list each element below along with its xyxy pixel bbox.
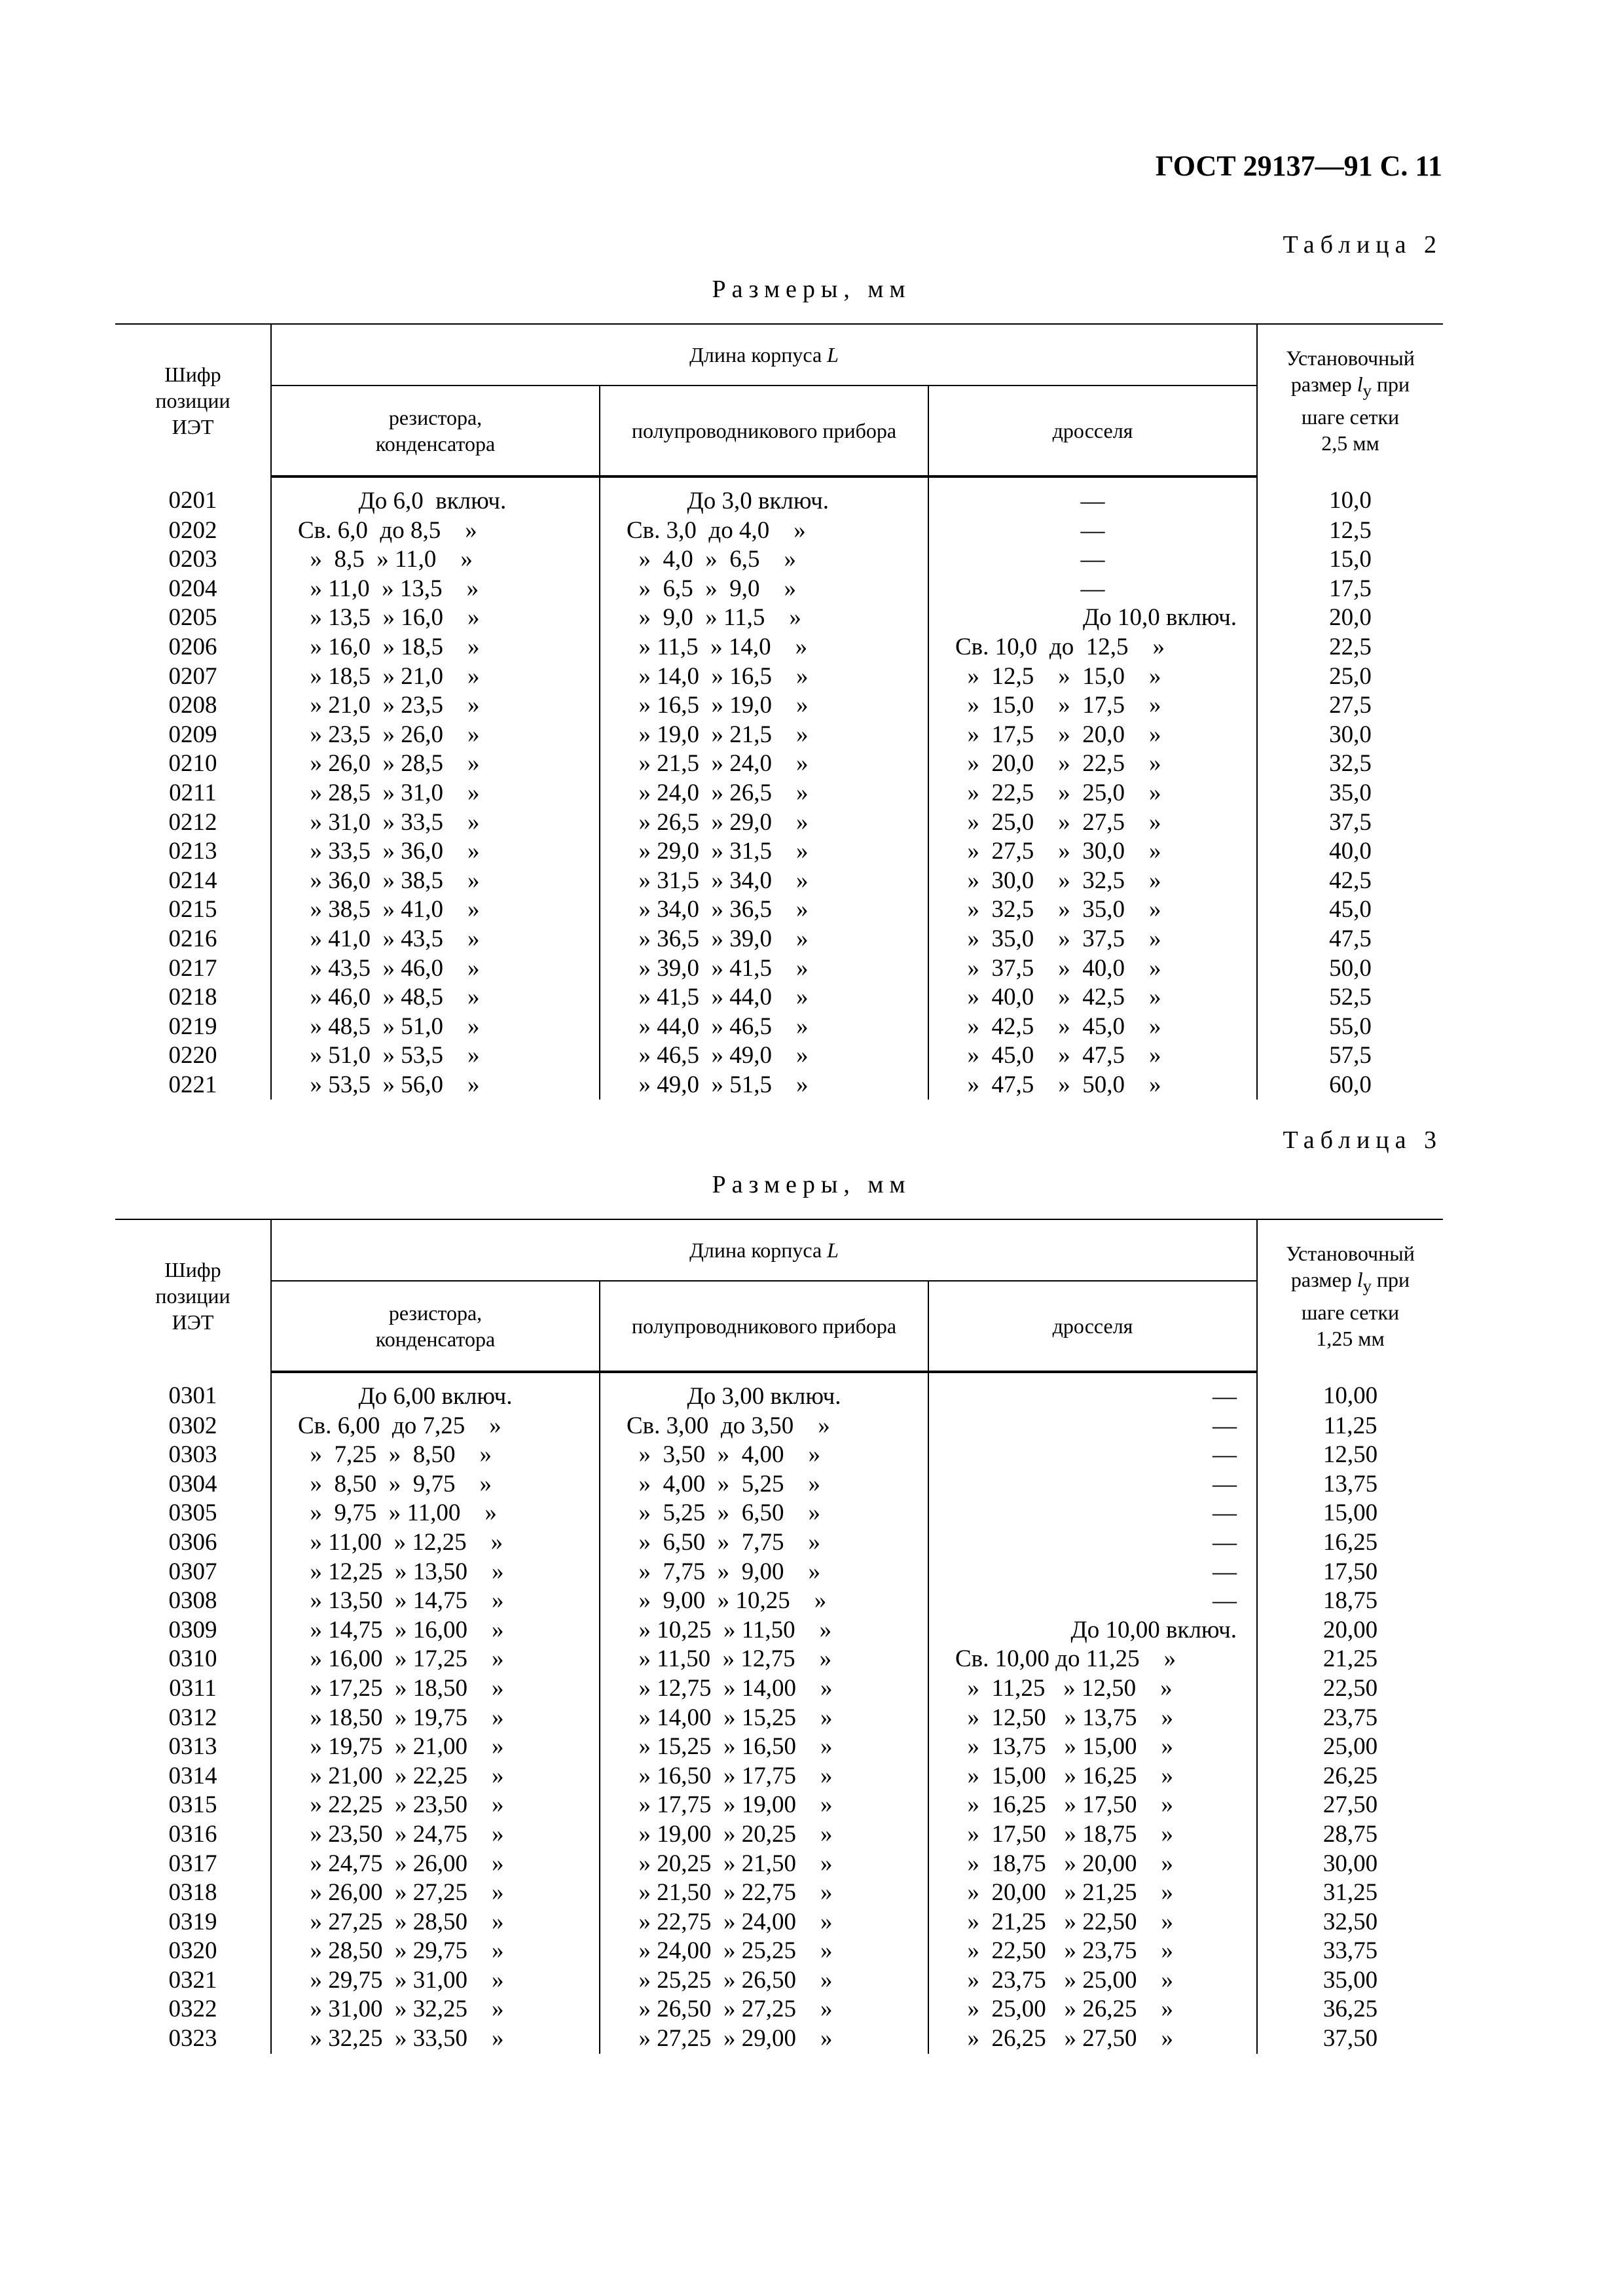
install-size-cell: 27,50 <box>1257 1791 1443 1820</box>
length-group-header: Длина корпуса L <box>271 324 1257 386</box>
semiconductor-length-cell: » 39,0 » 41,5 » <box>600 954 928 984</box>
choke-length-cell: » 35,0 » 37,5 » <box>928 925 1257 954</box>
semiconductor-length-cell: » 19,00 » 20,25 » <box>600 1820 928 1850</box>
resistor-length-cell: » 46,0 » 48,5 » <box>271 983 600 1013</box>
choke-length-cell: » 32,5 » 35,0 » <box>928 895 1257 925</box>
install-size-cell: 22,5 <box>1257 633 1443 662</box>
code-cell: 0314 <box>168 1762 217 1789</box>
table-row <box>115 1470 1443 1499</box>
choke-length-cell: » 12,5 » 15,0 » <box>928 662 1257 692</box>
code-cell: 0315 <box>168 1791 217 1819</box>
semiconductor-length-cell: Св. 3,0 до 4,0 » <box>600 516 928 546</box>
install-size-cell: 42,5 <box>1257 867 1443 896</box>
table-row <box>115 983 1443 1013</box>
code-cell: 0310 <box>168 1645 217 1673</box>
resistor-length-cell: » 26,0 » 28,5 » <box>271 749 600 779</box>
install-size-cell: 15,0 <box>1257 545 1443 575</box>
install-size-cell: 32,50 <box>1257 1908 1443 1937</box>
install-size-cell: 32,5 <box>1257 749 1443 779</box>
choke-length-cell: До 10,00 включ. <box>928 1616 1257 1645</box>
semiconductor-header: полупроводникового прибора <box>600 1281 928 1372</box>
table-row <box>115 1041 1443 1071</box>
table-row <box>115 1587 1443 1616</box>
code-header: Шифр позиции ИЭТ <box>115 1219 271 1372</box>
resistor-length-cell: » 38,5 » 41,0 » <box>271 895 600 925</box>
semiconductor-length-cell: » 10,25 » 11,50 » <box>600 1616 928 1645</box>
resistor-length-cell: » 16,00 » 17,25 » <box>271 1645 600 1674</box>
table-row <box>115 603 1443 633</box>
install-size-cell: 28,75 <box>1257 1820 1443 1850</box>
resistor-length-cell: » 41,0 » 43,5 » <box>271 925 600 954</box>
install-size-cell: 55,0 <box>1257 1013 1443 1042</box>
install-size-cell: 57,5 <box>1257 1041 1443 1071</box>
table-row <box>115 1499 1443 1528</box>
install-size-cell: 36,25 <box>1257 1995 1443 2024</box>
table-row <box>115 1616 1443 1645</box>
code-cell: 0206 <box>168 633 217 660</box>
semiconductor-length-cell: » 44,0 » 46,5 » <box>600 1013 928 1042</box>
resistor-length-cell: » 22,25 » 23,50 » <box>271 1791 600 1820</box>
resistor-length-cell: » 19,75 » 21,00 » <box>271 1732 600 1762</box>
choke-length-cell: — <box>928 1499 1257 1528</box>
resistor-length-cell: » 29,75 » 31,00 » <box>271 1966 600 1996</box>
semiconductor-length-cell: » 22,75 » 24,00 » <box>600 1908 928 1937</box>
install-size-cell: 35,0 <box>1257 779 1443 808</box>
table2-units: Размеры, мм <box>712 276 911 303</box>
table2-body <box>115 476 1443 1100</box>
semiconductor-length-cell: » 46,5 » 49,0 » <box>600 1041 928 1071</box>
code-cell: 0207 <box>168 662 217 690</box>
resistor-length-cell: » 13,5 » 16,0 » <box>271 603 600 633</box>
resistor-length-cell: » 11,00 » 12,25 » <box>271 1528 600 1558</box>
install-size-cell: 45,0 <box>1257 895 1443 925</box>
choke-length-cell: » 42,5 » 45,0 » <box>928 1013 1257 1042</box>
install-size-cell: 15,00 <box>1257 1499 1443 1528</box>
table-row <box>115 1013 1443 1042</box>
choke-length-cell: » 26,25 » 27,50 » <box>928 2024 1257 2054</box>
table-row <box>115 1820 1443 1850</box>
resistor-length-cell: » 9,75 » 11,00 » <box>271 1499 600 1528</box>
table3-grid <box>115 1219 1443 2054</box>
semiconductor-length-cell: До 3,00 включ. <box>600 1372 928 1412</box>
table-row <box>115 1558 1443 1587</box>
semiconductor-length-cell: » 12,75 » 14,00 » <box>600 1674 928 1704</box>
semiconductor-header: полупроводникового прибора <box>600 386 928 476</box>
resistor-length-cell: » 33,5 » 36,0 » <box>271 837 600 867</box>
table3-caption: Таблица 3 <box>1283 1126 1442 1154</box>
choke-length-cell: » 22,5 » 25,0 » <box>928 779 1257 808</box>
table-row <box>115 575 1443 604</box>
install-size-cell: 52,5 <box>1257 983 1443 1013</box>
choke-length-cell: » 20,00 » 21,25 » <box>928 1878 1257 1908</box>
table-row <box>115 749 1443 779</box>
code-cell: 0203 <box>168 546 217 573</box>
install-size-cell: 37,50 <box>1257 2024 1443 2054</box>
length-group-header: Длина корпуса L <box>271 1219 1257 1281</box>
semiconductor-length-cell: До 3,0 включ. <box>600 476 928 516</box>
semiconductor-length-cell: » 26,50 » 27,25 » <box>600 1995 928 2024</box>
code-cell: 0322 <box>168 1996 217 2023</box>
table-row <box>115 779 1443 808</box>
table-row <box>115 837 1443 867</box>
table-row <box>115 691 1443 721</box>
table-row <box>115 516 1443 546</box>
install-size-cell: 26,25 <box>1257 1762 1443 1791</box>
code-cell: 0212 <box>168 808 217 836</box>
semiconductor-length-cell: » 26,5 » 29,0 » <box>600 808 928 838</box>
choke-length-cell: » 47,5 » 50,0 » <box>928 1071 1257 1100</box>
choke-length-cell: » 11,25 » 12,50 » <box>928 1674 1257 1704</box>
table-row <box>115 1966 1443 1996</box>
choke-length-cell: » 37,5 » 40,0 » <box>928 954 1257 984</box>
table-row <box>115 895 1443 925</box>
code-cell: 0221 <box>168 1071 217 1098</box>
choke-length-cell: » 12,50 » 13,75 » <box>928 1704 1257 1733</box>
semiconductor-length-cell: » 11,5 » 14,0 » <box>600 633 928 662</box>
semiconductor-length-cell: » 6,50 » 7,75 » <box>600 1528 928 1558</box>
choke-length-cell: — <box>928 1528 1257 1558</box>
resistor-length-cell: » 13,50 » 14,75 » <box>271 1587 600 1616</box>
code-cell: 0216 <box>168 925 217 952</box>
resistor-length-cell: » 28,5 » 31,0 » <box>271 779 600 808</box>
code-cell: 0301 <box>168 1382 217 1409</box>
choke-length-cell: — <box>928 516 1257 546</box>
resistor-length-cell: » 21,0 » 23,5 » <box>271 691 600 721</box>
choke-length-cell: » 23,75 » 25,00 » <box>928 1966 1257 1996</box>
choke-header: дросселя <box>928 1281 1257 1372</box>
code-cell: 0323 <box>168 2025 217 2053</box>
semiconductor-length-cell: » 16,5 » 19,0 » <box>600 691 928 721</box>
table-row <box>115 1732 1443 1762</box>
resistor-length-cell: » 31,0 » 33,5 » <box>271 808 600 838</box>
resistor-length-cell: » 53,5 » 56,0 » <box>271 1071 600 1100</box>
install-size-cell: 37,5 <box>1257 808 1443 838</box>
semiconductor-length-cell: » 14,00 » 15,25 » <box>600 1704 928 1733</box>
code-cell: 0311 <box>169 1674 217 1702</box>
table3-units: Размеры, мм <box>712 1171 911 1198</box>
semiconductor-length-cell: » 19,0 » 21,5 » <box>600 721 928 750</box>
choke-length-cell: » 17,50 » 18,75 » <box>928 1820 1257 1850</box>
resistor-length-cell: Св. 6,00 до 7,25 » <box>271 1412 600 1441</box>
resistor-length-cell: » 51,0 » 53,5 » <box>271 1041 600 1071</box>
choke-length-cell: Св. 10,0 до 12,5 » <box>928 633 1257 662</box>
table-row <box>115 1995 1443 2024</box>
semiconductor-length-cell: » 21,50 » 22,75 » <box>600 1878 928 1908</box>
choke-length-cell: » 15,0 » 17,5 » <box>928 691 1257 721</box>
code-cell: 0213 <box>168 838 217 865</box>
table-row <box>115 545 1443 575</box>
choke-length-cell: » 25,00 » 26,25 » <box>928 1995 1257 2024</box>
code-cell: 0219 <box>168 1013 217 1040</box>
code-cell: 0317 <box>168 1850 217 1877</box>
code-cell: 0320 <box>168 1937 217 1965</box>
code-cell: 0312 <box>168 1704 217 1731</box>
code-cell: 0209 <box>168 721 217 748</box>
table-row <box>115 662 1443 692</box>
choke-length-cell: » 21,25 » 22,50 » <box>928 1908 1257 1937</box>
semiconductor-length-cell: » 24,0 » 26,5 » <box>600 779 928 808</box>
choke-header: дросселя <box>928 386 1257 476</box>
table-row <box>115 1071 1443 1100</box>
semiconductor-length-cell: » 29,0 » 31,5 » <box>600 837 928 867</box>
semiconductor-length-cell: » 16,50 » 17,75 » <box>600 1762 928 1791</box>
code-cell: 0319 <box>168 1908 217 1935</box>
choke-length-cell: » 25,0 » 27,5 » <box>928 808 1257 838</box>
semiconductor-length-cell: » 24,00 » 25,25 » <box>600 1937 928 1966</box>
code-cell: 0316 <box>168 1820 217 1848</box>
table2-caption: Таблица 2 <box>1283 231 1442 259</box>
resistor-length-cell: » 23,5 » 26,0 » <box>271 721 600 750</box>
code-cell: 0318 <box>168 1879 217 1907</box>
resistor-length-cell: » 36,0 » 38,5 » <box>271 867 600 896</box>
table-row <box>115 721 1443 750</box>
table-row <box>115 1528 1443 1558</box>
semiconductor-length-cell: » 49,0 » 51,5 » <box>600 1071 928 1100</box>
choke-length-cell: До 10,0 включ. <box>928 603 1257 633</box>
resistor-length-cell: » 18,50 » 19,75 » <box>271 1704 600 1733</box>
choke-length-cell: » 30,0 » 32,5 » <box>928 867 1257 896</box>
table-row <box>115 808 1443 838</box>
table-row <box>115 1441 1443 1470</box>
choke-length-cell: — <box>928 1372 1257 1412</box>
semiconductor-length-cell: » 14,0 » 16,5 » <box>600 662 928 692</box>
resistor-length-cell: » 26,00 » 27,25 » <box>271 1878 600 1908</box>
code-header: Шифр позиции ИЭТ <box>115 324 271 476</box>
choke-length-cell: — <box>928 1587 1257 1616</box>
code-cell: 0215 <box>168 896 217 924</box>
resistor-length-cell: » 8,5 » 11,0 » <box>271 545 600 575</box>
semiconductor-length-cell: » 7,75 » 9,00 » <box>600 1558 928 1587</box>
semiconductor-length-cell: » 9,0 » 11,5 » <box>600 603 928 633</box>
table-row <box>115 1908 1443 1937</box>
choke-length-cell: » 20,0 » 22,5 » <box>928 749 1257 779</box>
resistor-length-cell: До 6,00 включ. <box>271 1372 600 1412</box>
semiconductor-length-cell: » 20,25 » 21,50 » <box>600 1850 928 1879</box>
code-cell: 0321 <box>168 1966 217 1994</box>
code-cell: 0204 <box>168 575 217 602</box>
install-size-cell: 17,50 <box>1257 1558 1443 1587</box>
resistor-length-cell: » 16,0 » 18,5 » <box>271 633 600 662</box>
install-size-cell: 12,5 <box>1257 516 1443 546</box>
code-cell: 0304 <box>168 1470 217 1498</box>
semiconductor-length-cell: » 25,25 » 26,50 » <box>600 1966 928 1996</box>
code-cell: 0305 <box>168 1499 217 1527</box>
install-size-cell: 11,25 <box>1257 1412 1443 1441</box>
install-size-cell: 40,0 <box>1257 837 1443 867</box>
resistor-length-cell: » 31,00 » 32,25 » <box>271 1995 600 2024</box>
table-row <box>115 476 1443 516</box>
code-cell: 0202 <box>168 516 217 544</box>
install-size-cell: 18,75 <box>1257 1587 1443 1616</box>
install-size-cell: 20,00 <box>1257 1616 1443 1645</box>
choke-length-cell: — <box>928 545 1257 575</box>
table-row <box>115 1674 1443 1704</box>
choke-length-cell: — <box>928 476 1257 516</box>
resistor-length-cell: Св. 6,0 до 8,5 » <box>271 516 600 546</box>
choke-length-cell: » 17,5 » 20,0 » <box>928 721 1257 750</box>
install-size-cell: 16,25 <box>1257 1528 1443 1558</box>
table-row <box>115 633 1443 662</box>
code-cell: 0309 <box>168 1616 217 1643</box>
resistor-length-cell: » 32,25 » 33,50 » <box>271 2024 600 2054</box>
semiconductor-length-cell: » 9,00 » 10,25 » <box>600 1587 928 1616</box>
table-row <box>115 1791 1443 1820</box>
resistor-header: резистора, конденсатора <box>271 386 600 476</box>
resistor-length-cell: » 27,25 » 28,50 » <box>271 1908 600 1937</box>
code-cell: 0210 <box>168 750 217 778</box>
choke-length-cell: » 22,50 » 23,75 » <box>928 1937 1257 1966</box>
choke-length-cell: » 45,0 » 47,5 » <box>928 1041 1257 1071</box>
install-size-cell: 10,00 <box>1257 1372 1443 1412</box>
install-size-cell: 47,5 <box>1257 925 1443 954</box>
table-row <box>115 1412 1443 1441</box>
resistor-length-cell: » 21,00 » 22,25 » <box>271 1762 600 1791</box>
code-cell: 0208 <box>168 692 217 719</box>
code-cell: 0205 <box>168 604 217 632</box>
install-size-cell: 35,00 <box>1257 1966 1443 1996</box>
semiconductor-length-cell: » 17,75 » 19,00 » <box>600 1791 928 1820</box>
choke-length-cell: — <box>928 1470 1257 1499</box>
code-cell: 0217 <box>168 954 217 982</box>
table-row <box>115 1878 1443 1908</box>
table3 <box>115 1219 1443 2054</box>
running-title: ГОСТ 29137—91 С. 11 <box>1155 150 1442 182</box>
table2 <box>115 323 1443 1100</box>
semiconductor-length-cell: » 3,50 » 4,00 » <box>600 1441 928 1470</box>
semiconductor-length-cell: » 34,0 » 36,5 » <box>600 895 928 925</box>
code-cell: 0220 <box>168 1042 217 1069</box>
install-size-cell: 20,0 <box>1257 603 1443 633</box>
table-row <box>115 867 1443 896</box>
resistor-length-cell: » 18,5 » 21,0 » <box>271 662 600 692</box>
semiconductor-length-cell: » 36,5 » 39,0 » <box>600 925 928 954</box>
choke-length-cell: — <box>928 575 1257 604</box>
code-cell: 0302 <box>168 1412 217 1439</box>
semiconductor-length-cell: » 11,50 » 12,75 » <box>600 1645 928 1674</box>
install-size-cell: 25,0 <box>1257 662 1443 692</box>
choke-length-cell: » 13,75 » 15,00 » <box>928 1732 1257 1762</box>
install-size-header: Установочный размер $l_у$ при шаге сетки 1,25 мм <box>1257 1219 1443 1372</box>
install-size-cell: 12,50 <box>1257 1441 1443 1470</box>
table-row <box>115 1762 1443 1791</box>
choke-length-cell: » 40,0 » 42,5 » <box>928 983 1257 1013</box>
install-size-cell: 31,25 <box>1257 1878 1443 1908</box>
choke-length-cell: » 27,5 » 30,0 » <box>928 837 1257 867</box>
code-cell: 0218 <box>168 984 217 1011</box>
install-size-cell: 60,0 <box>1257 1071 1443 1100</box>
install-size-cell: 25,00 <box>1257 1732 1443 1762</box>
code-cell: 0313 <box>168 1733 217 1761</box>
semiconductor-length-cell: » 31,5 » 34,0 » <box>600 867 928 896</box>
install-size-cell: 13,75 <box>1257 1470 1443 1499</box>
table3-body <box>115 1372 1443 2054</box>
install-size-header: Установочный размер $l_у$ при шаге сетки 2,5 мм <box>1257 324 1443 476</box>
install-size-cell: 10,0 <box>1257 476 1443 516</box>
resistor-length-cell: » 24,75 » 26,00 » <box>271 1850 600 1879</box>
resistor-header: резистора, конденсатора <box>271 1281 600 1372</box>
resistor-length-cell: » 48,5 » 51,0 » <box>271 1013 600 1042</box>
resistor-length-cell: » 17,25 » 18,50 » <box>271 1674 600 1704</box>
code-cell: 0303 <box>168 1441 217 1469</box>
semiconductor-length-cell: » 4,00 » 5,25 » <box>600 1470 928 1499</box>
semiconductor-length-cell: » 15,25 » 16,50 » <box>600 1732 928 1762</box>
table-row <box>115 2024 1443 2054</box>
choke-length-cell: Св. 10,00 до 11,25 » <box>928 1645 1257 1674</box>
resistor-length-cell: » 8,50 » 9,75 » <box>271 1470 600 1499</box>
table-row <box>115 1704 1443 1733</box>
semiconductor-length-cell: » 27,25 » 29,00 » <box>600 2024 928 2054</box>
install-size-cell: 17,5 <box>1257 575 1443 604</box>
semiconductor-length-cell: » 41,5 » 44,0 » <box>600 983 928 1013</box>
choke-length-cell: » 16,25 » 17,50 » <box>928 1791 1257 1820</box>
choke-length-cell: » 18,75 » 20,00 » <box>928 1850 1257 1879</box>
semiconductor-length-cell: » 4,0 » 6,5 » <box>600 545 928 575</box>
install-size-cell: 30,00 <box>1257 1850 1443 1879</box>
choke-length-cell: » 15,00 » 16,25 » <box>928 1762 1257 1791</box>
code-cell: 0308 <box>168 1587 217 1615</box>
install-size-cell: 33,75 <box>1257 1937 1443 1966</box>
install-size-cell: 30,0 <box>1257 721 1443 750</box>
resistor-length-cell: » 43,5 » 46,0 » <box>271 954 600 984</box>
resistor-length-cell: » 14,75 » 16,00 » <box>271 1616 600 1645</box>
semiconductor-length-cell: Св. 3,00 до 3,50 » <box>600 1412 928 1441</box>
code-cell: 0306 <box>168 1528 217 1556</box>
table-row <box>115 1645 1443 1674</box>
choke-length-cell: — <box>928 1412 1257 1441</box>
install-size-cell: 50,0 <box>1257 954 1443 984</box>
table-row <box>115 1937 1443 1966</box>
resistor-length-cell: » 28,50 » 29,75 » <box>271 1937 600 1966</box>
resistor-length-cell: » 23,50 » 24,75 » <box>271 1820 600 1850</box>
install-size-cell: 21,25 <box>1257 1645 1443 1674</box>
code-cell: 0211 <box>169 779 217 806</box>
semiconductor-length-cell: » 21,5 » 24,0 » <box>600 749 928 779</box>
code-cell: 0307 <box>168 1558 217 1585</box>
semiconductor-length-cell: » 6,5 » 9,0 » <box>600 575 928 604</box>
install-size-cell: 22,50 <box>1257 1674 1443 1704</box>
resistor-length-cell: До 6,0 включ. <box>271 476 600 516</box>
code-cell: 0201 <box>168 487 217 514</box>
table-row <box>115 954 1443 984</box>
table-row <box>115 925 1443 954</box>
table-row <box>115 1372 1443 1412</box>
resistor-length-cell: » 11,0 » 13,5 » <box>271 575 600 604</box>
table2-grid <box>115 323 1443 1100</box>
resistor-length-cell: » 12,25 » 13,50 » <box>271 1558 600 1587</box>
install-size-cell: 23,75 <box>1257 1704 1443 1733</box>
table-row <box>115 1850 1443 1879</box>
choke-length-cell: — <box>928 1441 1257 1470</box>
semiconductor-length-cell: » 5,25 » 6,50 » <box>600 1499 928 1528</box>
install-size-cell: 27,5 <box>1257 691 1443 721</box>
choke-length-cell: — <box>928 1558 1257 1587</box>
resistor-length-cell: » 7,25 » 8,50 » <box>271 1441 600 1470</box>
code-cell: 0214 <box>168 867 217 894</box>
